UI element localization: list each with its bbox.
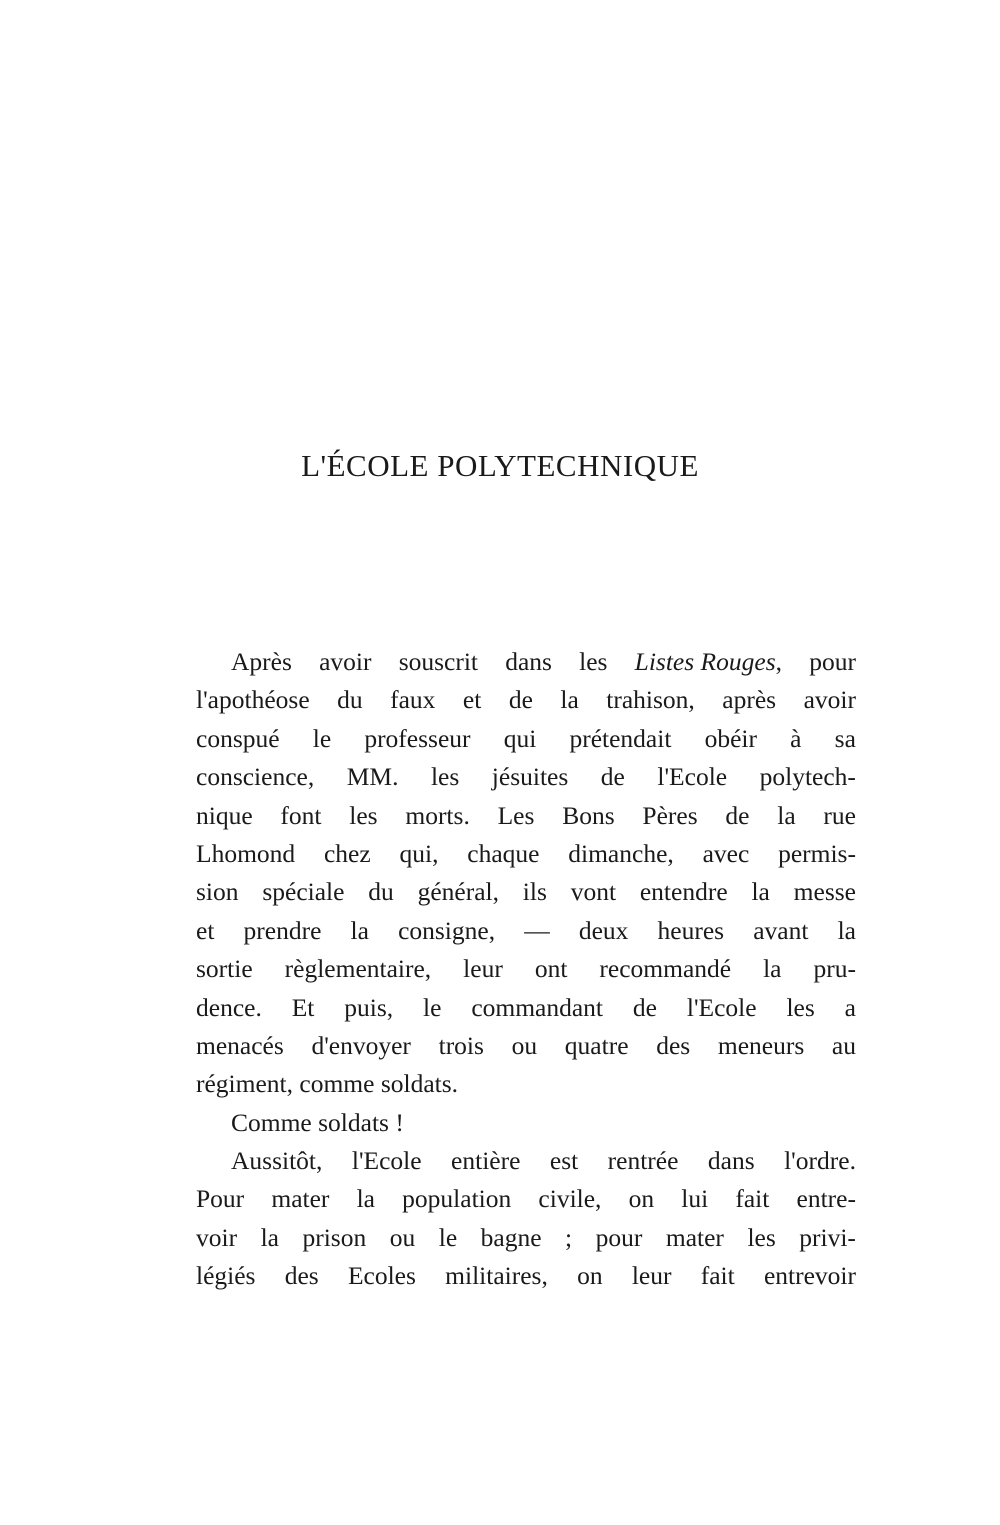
text-line (196, 797, 856, 835)
word: prison (302, 1222, 367, 1252)
word: la (350, 915, 369, 945)
word: MM. (346, 762, 399, 792)
word: privi- (799, 1222, 856, 1252)
word: de (632, 992, 657, 1022)
word: leur (631, 1261, 672, 1291)
word: au (831, 1030, 856, 1060)
word: et (196, 915, 215, 945)
word: fait (735, 1184, 770, 1214)
word: professeur (364, 723, 471, 753)
word: les (747, 1222, 776, 1252)
text-segment (635, 643, 782, 681)
word: la (560, 685, 579, 715)
word: commandant (471, 992, 604, 1022)
word: — (524, 915, 550, 945)
word: règlementaire, (284, 954, 432, 984)
word: pour (809, 647, 856, 676)
word: Lhomond (196, 838, 296, 868)
word: d'envoyer (311, 1030, 411, 1060)
text-line (196, 643, 856, 681)
chapter-title: L'ÉCOLE POLYTECHNIQUE (301, 448, 699, 483)
word: leur (463, 954, 503, 984)
word: des (284, 1261, 319, 1291)
word: deux (578, 915, 629, 945)
word: la (751, 877, 770, 907)
word: Pour (196, 1184, 245, 1214)
word: Et (291, 992, 315, 1022)
word: chez (323, 838, 371, 868)
text-line (196, 1219, 856, 1257)
word: ou (389, 1222, 416, 1252)
word: du (368, 877, 394, 907)
word: la (763, 954, 782, 984)
word: prendre (243, 915, 322, 945)
word: dans (707, 1146, 755, 1176)
word: polytech- (759, 762, 856, 792)
word: Ecoles (347, 1261, 416, 1291)
text-line (196, 989, 856, 1027)
word: l'ordre. (784, 1146, 856, 1176)
word: voir (196, 1222, 238, 1252)
word: avoir (319, 647, 372, 676)
word: fait (700, 1261, 735, 1291)
text-line (196, 1257, 856, 1295)
word: Les (497, 800, 535, 830)
italic-title: Listes Rouges (634, 647, 776, 676)
word: l'Ecole (351, 1146, 422, 1176)
word: ils (522, 877, 547, 907)
word: général, (417, 877, 499, 907)
word: les (349, 800, 378, 830)
word: de (725, 800, 750, 830)
text-line (196, 950, 856, 988)
word: faux (390, 685, 436, 715)
text-line (196, 873, 856, 911)
word: jésuites (491, 762, 569, 792)
word: spéciale (262, 877, 345, 907)
word: ; (565, 1222, 573, 1252)
word: l'apothéose (196, 685, 310, 715)
word: dence. (196, 992, 262, 1022)
word: pru- (813, 954, 856, 984)
word: sion (196, 877, 239, 907)
word: puis, (344, 992, 394, 1022)
word: la (837, 915, 856, 945)
word: menacés (196, 1030, 284, 1060)
word: messe (793, 877, 856, 907)
word: dans (505, 647, 552, 676)
word: bagne (480, 1222, 542, 1252)
word: souscrit (398, 647, 479, 676)
text-line (196, 1104, 856, 1142)
word: on (628, 1184, 655, 1214)
word: de (600, 762, 625, 792)
word: ont (534, 954, 568, 984)
word: après (722, 685, 777, 715)
word: Après (231, 647, 292, 676)
word: trois (438, 1030, 484, 1060)
word: meneurs (717, 1030, 805, 1060)
text-line (196, 1065, 856, 1103)
word: vont (570, 877, 617, 907)
text-line (196, 758, 856, 796)
text-line (196, 1142, 856, 1180)
word: avoir (803, 685, 856, 715)
word: obéir (704, 723, 757, 753)
word: prétendait (569, 723, 672, 753)
word: qui (503, 723, 537, 753)
word: les (786, 992, 815, 1022)
word: à (790, 723, 802, 753)
word: conscience, (196, 762, 315, 792)
word: est (549, 1146, 579, 1176)
word: recommandé (599, 954, 732, 984)
word: rentrée (607, 1146, 679, 1176)
word: les (430, 762, 460, 792)
word: la (777, 800, 796, 830)
word: consigne, (398, 915, 496, 945)
body-text (196, 643, 856, 1296)
text-line (196, 720, 856, 758)
word: entendre (639, 877, 728, 907)
word: pour (595, 1222, 643, 1252)
word: la (356, 1184, 375, 1214)
word: militaires, (445, 1261, 548, 1291)
word: de (508, 685, 533, 715)
word: conspué (196, 723, 280, 753)
word: le (312, 723, 332, 753)
word: civile, (538, 1184, 602, 1214)
word: le (423, 992, 442, 1022)
word: heures (657, 915, 725, 945)
text-segment: Comme soldats ! (231, 1107, 404, 1137)
word: rue (823, 800, 856, 830)
word: chaque (467, 838, 540, 868)
word: quatre (564, 1030, 629, 1060)
word: le (438, 1222, 458, 1252)
text-line (196, 1027, 856, 1065)
word: a (844, 992, 856, 1022)
word: on (577, 1261, 603, 1291)
word: la (260, 1222, 279, 1252)
word: avec (702, 838, 750, 868)
word: ou (511, 1030, 538, 1060)
word: nique (196, 800, 253, 830)
word: Bons (562, 800, 615, 830)
text-line (196, 835, 856, 873)
word: Aussitôt, (231, 1146, 323, 1176)
word: lui (681, 1184, 709, 1214)
word: permis- (778, 838, 856, 868)
word: entre- (796, 1184, 856, 1214)
word: des (656, 1030, 691, 1060)
word: l'Ecole (657, 762, 728, 792)
word: mater (271, 1184, 330, 1214)
word: morts. (405, 800, 470, 830)
word: entière (451, 1146, 521, 1176)
word: population (402, 1184, 512, 1214)
word: et (462, 685, 482, 715)
word: légiés (196, 1261, 256, 1291)
word: trahison, (606, 685, 695, 715)
word: du (337, 685, 363, 715)
text-segment: régiment, comme soldats. (196, 1069, 459, 1099)
word: sa (834, 723, 856, 753)
word: Pères (642, 800, 698, 830)
word: dimanche, (568, 838, 674, 868)
word: avant (753, 915, 809, 945)
text-line (196, 1180, 856, 1218)
word: font (280, 800, 322, 830)
text-line (196, 681, 856, 719)
word: l'Ecole (686, 992, 757, 1022)
word: les (579, 647, 608, 676)
word: sortie (196, 954, 253, 984)
punctuation: , (775, 647, 782, 676)
text-line (196, 912, 856, 950)
word: entrevoir (763, 1261, 856, 1291)
word: mater (665, 1222, 724, 1252)
word: qui, (399, 838, 439, 868)
